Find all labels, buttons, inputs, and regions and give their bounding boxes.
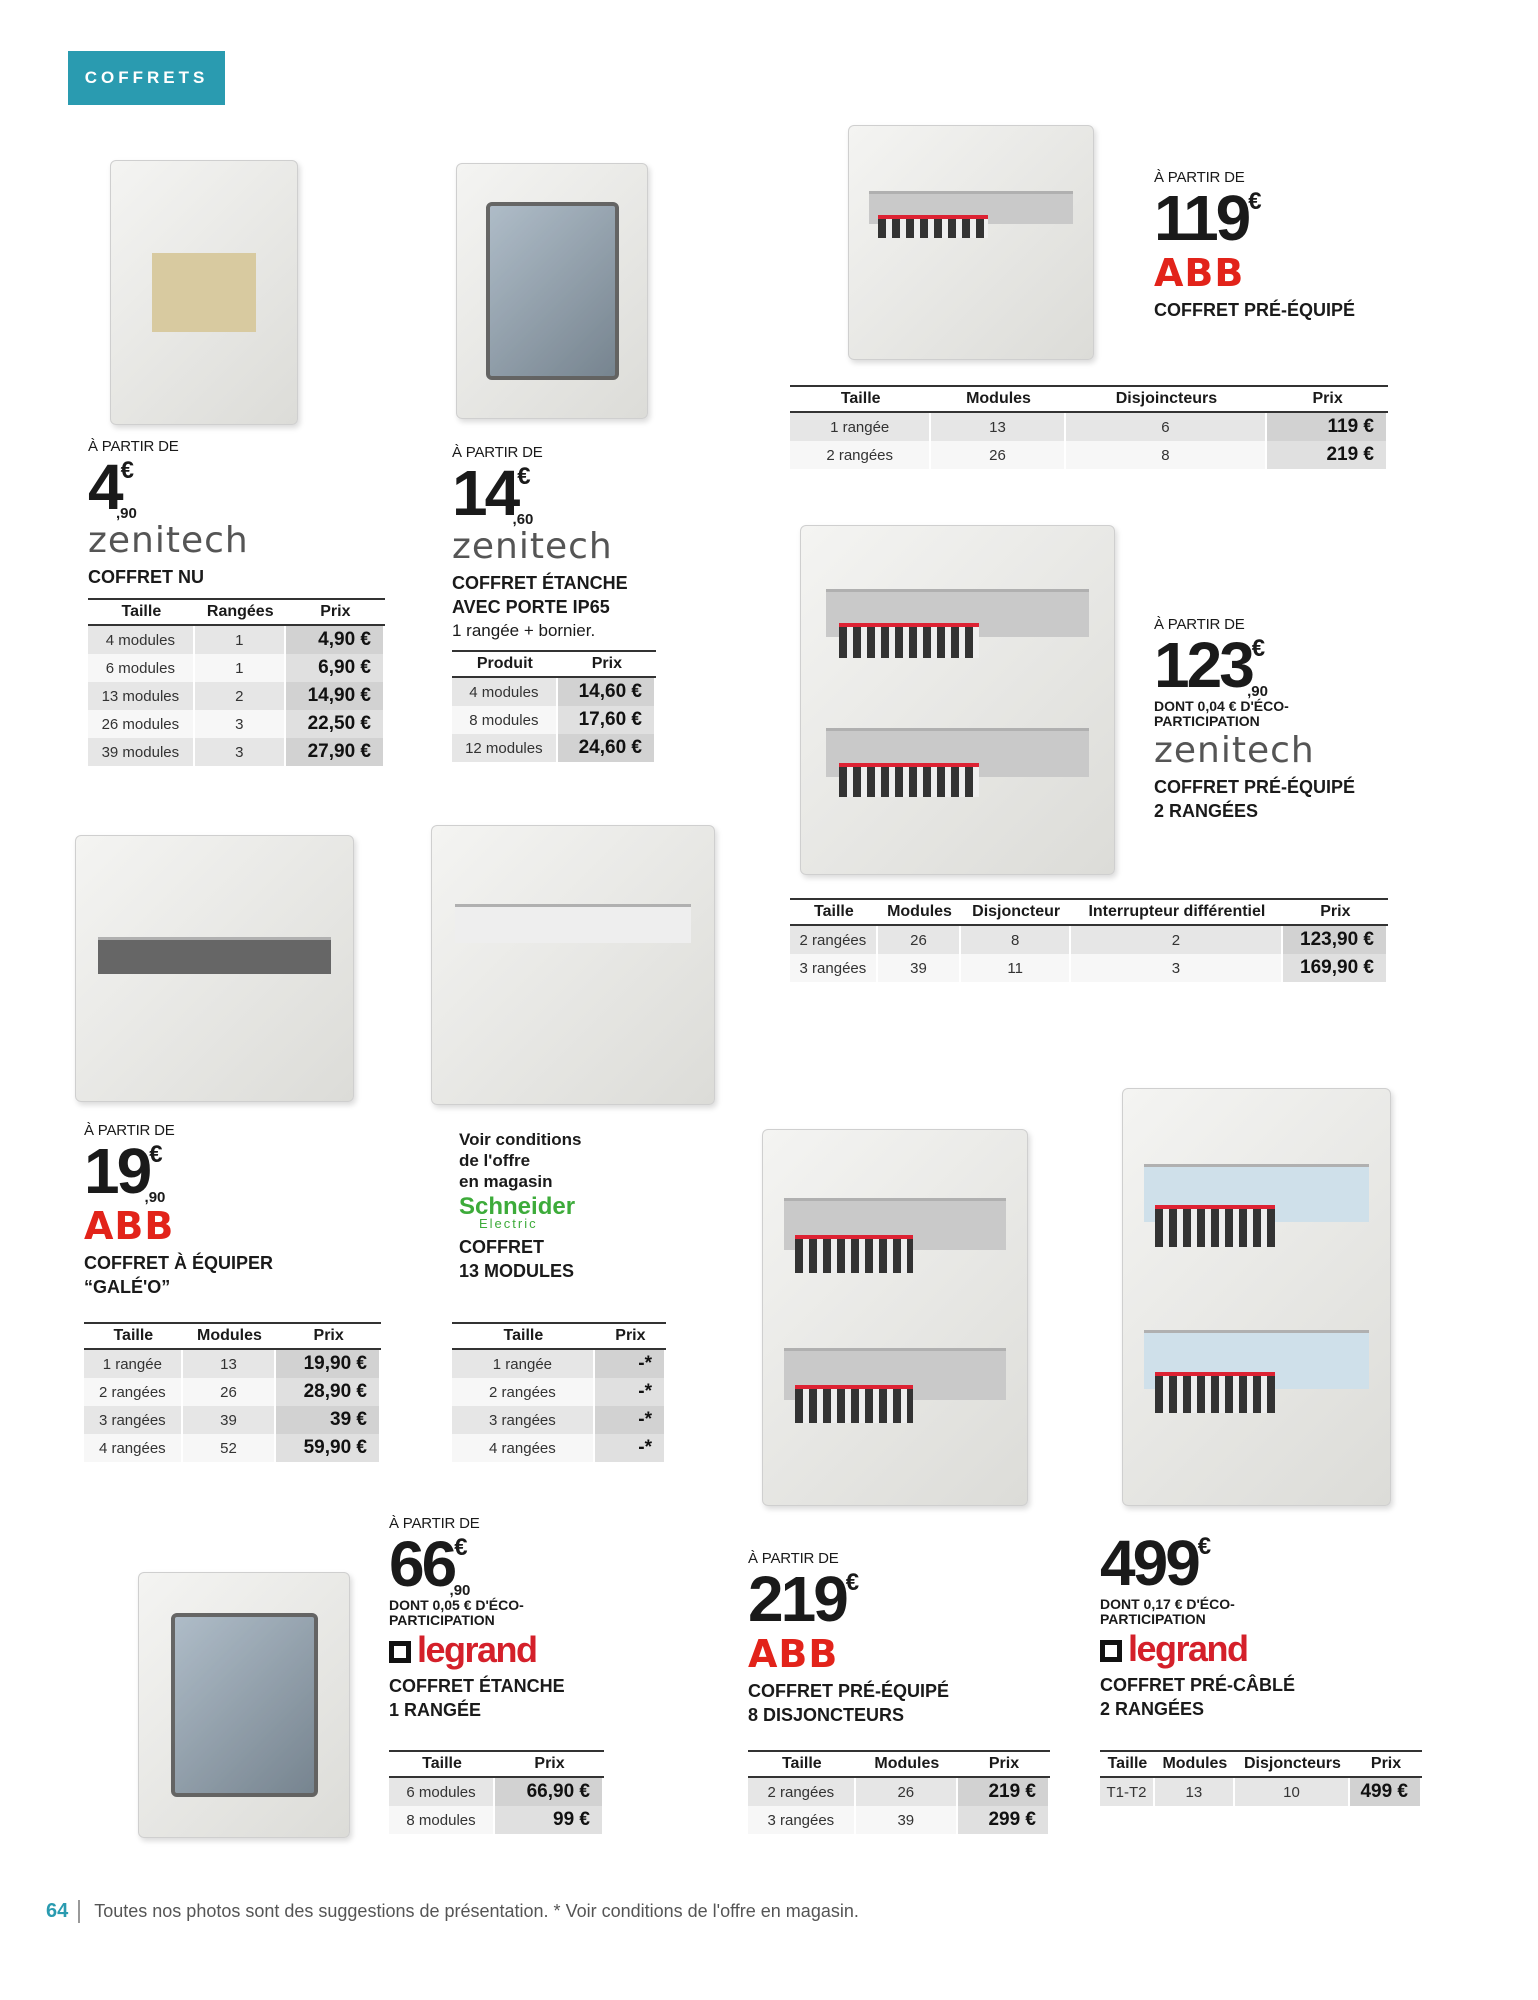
price-main: 219 [748, 1563, 846, 1635]
product-title [459, 1235, 581, 1283]
product-info [389, 1515, 565, 1722]
price-table [452, 650, 656, 762]
table-row [84, 1434, 381, 1462]
column-header: Modules [856, 1750, 958, 1778]
cabinet-opening [152, 253, 256, 332]
table-cell: 1 [195, 654, 286, 682]
price-cents: ,90 [144, 1189, 166, 1206]
table-row [88, 738, 385, 766]
currency-symbol: € [149, 1141, 163, 1168]
table-row [452, 678, 656, 706]
price [748, 1563, 949, 1635]
table-row [389, 1806, 604, 1834]
product-subtitle: 1 rangée + bornier. [452, 621, 596, 640]
currency-symbol: € [1197, 1533, 1212, 1560]
price [1100, 1527, 1295, 1599]
from-label: À PARTIR DE [389, 1515, 480, 1532]
table-cell: 6 modules [88, 654, 195, 682]
table-cell: 13 [931, 413, 1065, 441]
price-table [790, 898, 1388, 982]
footer-disclaimer: Toutes nos photos sont des suggestions de présentation. * Voir conditions de l'offre en magasin. [94, 1901, 859, 1921]
table-cell: 8 [1066, 441, 1268, 469]
column-header: Taille [88, 598, 195, 626]
price-main: 123 [1154, 629, 1252, 701]
table-cell: 11 [961, 954, 1071, 982]
currency-symbol: € [845, 1569, 860, 1596]
brand-name: ABB [84, 1204, 175, 1248]
table-row [84, 1378, 381, 1406]
table-cell: 26 [183, 1378, 277, 1406]
table-header-row [452, 1322, 666, 1350]
price [84, 1135, 273, 1207]
table-cell: 6 modules [389, 1778, 495, 1806]
price-table [389, 1750, 604, 1834]
eco-line: PARTICIPATION [389, 1612, 495, 1628]
note-line: de l'offre [459, 1151, 531, 1170]
eco-line: DONT 0,05 € D'ÉCO- [389, 1597, 524, 1613]
column-header: Disjoncteur [961, 898, 1071, 926]
table-cell: 26 modules [88, 710, 195, 738]
title-line: “GALÉ'O” [84, 1277, 171, 1297]
price [1154, 182, 1355, 254]
column-header: Taille [790, 898, 878, 926]
brand-name: legrand [1128, 1628, 1248, 1669]
column-header: Modules [878, 898, 961, 926]
table-header-row [790, 385, 1388, 413]
table-row [88, 682, 385, 710]
from-label: À PARTIR DE [452, 444, 543, 461]
price-cell: 19,90 € [276, 1350, 381, 1378]
table-cell: 2 rangées [790, 926, 878, 954]
table-row [452, 734, 656, 762]
cover-strip [455, 904, 692, 943]
table-row [790, 926, 1388, 954]
table-cell: 3 [195, 710, 286, 738]
table-row [452, 706, 656, 734]
title-line: COFFRET PRÉ-ÉQUIPÉ [748, 1681, 950, 1701]
title-line: COFFRET [459, 1237, 544, 1258]
title-line: COFFRET À ÉQUIPER [84, 1253, 274, 1273]
table-cell: 2 rangées [84, 1378, 183, 1406]
from-label: À PARTIR DE [84, 1122, 175, 1139]
table-cell: 4 modules [452, 678, 558, 706]
column-header: Prix [286, 598, 385, 626]
column-header: Modules [1155, 1750, 1235, 1778]
price-table [88, 598, 385, 766]
product-image [110, 160, 298, 425]
price-cell: 299 € [958, 1806, 1050, 1834]
table-row [452, 1378, 666, 1406]
table-cell: 8 modules [452, 706, 558, 734]
price-main: 119 [1154, 182, 1249, 254]
eco-line: PARTICIPATION [1100, 1611, 1206, 1627]
brand-name: zenitech [1154, 730, 1315, 771]
title-line: COFFRET PRÉ-ÉQUIPÉ [1154, 777, 1356, 797]
table-cell: 39 [878, 954, 961, 982]
circuit-breakers [795, 1385, 914, 1423]
price-cents: ,90 [1247, 683, 1268, 700]
eco-line: PARTICIPATION [1154, 713, 1260, 729]
circuit-breakers [878, 215, 988, 238]
eco-line: DONT 0,04 € D'ÉCO- [1154, 698, 1289, 714]
table-cell: 39 modules [88, 738, 195, 766]
price-main: 4 [88, 451, 121, 523]
price-table [84, 1322, 381, 1462]
product-info [452, 444, 628, 641]
product-title [1154, 298, 1355, 322]
column-header: Interrupteur différentiel [1071, 898, 1283, 926]
table-row [389, 1778, 604, 1806]
brand-logo [748, 1632, 949, 1676]
table-cell: 13 [183, 1350, 277, 1378]
table-header-row [452, 650, 656, 678]
brand-logo [1154, 251, 1355, 295]
table-cell: 52 [183, 1434, 277, 1462]
table-cell: 26 [931, 441, 1065, 469]
price-main: 66 [389, 1528, 455, 1600]
brand-logo [459, 1193, 581, 1231]
circuit-breakers [1155, 1372, 1275, 1414]
table-header-row [88, 598, 385, 626]
table-cell: 2 [1071, 926, 1283, 954]
price [389, 1528, 565, 1600]
price-cell: 27,90 € [286, 738, 385, 766]
column-header: Prix [1283, 898, 1388, 926]
column-header: Prix [495, 1750, 604, 1778]
table-row [88, 626, 385, 654]
product-info [84, 1122, 273, 1299]
product-title [1100, 1673, 1295, 1721]
price-main: 19 [84, 1135, 150, 1207]
table-cell: 39 [183, 1406, 277, 1434]
price-cell: 17,60 € [558, 706, 656, 734]
column-header: Prix [1267, 385, 1388, 413]
din-rail [98, 937, 331, 974]
table-row [88, 710, 385, 738]
table-cell: 13 modules [88, 682, 195, 710]
table-row [452, 1434, 666, 1462]
table-cell: 10 [1235, 1778, 1350, 1806]
product-info [1100, 1527, 1295, 1721]
eco-participation [389, 1598, 565, 1628]
price-cell: -* [595, 1350, 666, 1378]
table-row [790, 441, 1388, 469]
product-image [431, 825, 715, 1105]
product-image [762, 1129, 1028, 1506]
title-line: COFFRET PRÉ-ÉQUIPÉ [1154, 300, 1356, 320]
product-info [1154, 616, 1355, 823]
title-line: COFFRET ÉTANCHE [452, 573, 628, 593]
product-image [75, 835, 354, 1102]
table-cell: 26 [856, 1778, 958, 1806]
column-header: Disjoincteurs [1066, 385, 1268, 413]
from-label: À PARTIR DE [88, 438, 179, 455]
brand-sub: Electric [479, 1215, 538, 1231]
price-cell: 66,90 € [495, 1778, 604, 1806]
table-cell: 2 rangées [452, 1378, 595, 1406]
from-label: À PARTIR DE [1154, 169, 1245, 186]
price-main: 14 [452, 457, 518, 529]
product-info [459, 1129, 581, 1283]
price-table [452, 1322, 666, 1462]
title-line: COFFRET NU [88, 567, 204, 587]
brand-logo [84, 1204, 273, 1248]
table-cell: 1 rangée [84, 1350, 183, 1378]
page-number: 64 [46, 1900, 80, 1923]
product-info [1154, 169, 1355, 322]
legrand-mark-icon [389, 1641, 411, 1663]
product-info [88, 438, 249, 589]
price-cell: 28,90 € [276, 1378, 381, 1406]
brand-logo [88, 520, 249, 561]
price-cell: -* [595, 1406, 666, 1434]
table-row [452, 1406, 666, 1434]
price-cell: 39 € [276, 1406, 381, 1434]
price-cell: 499 € [1350, 1778, 1422, 1806]
column-header: Prix [1350, 1750, 1422, 1778]
currency-symbol: € [1248, 188, 1262, 215]
column-header: Prix [958, 1750, 1050, 1778]
title-line: AVEC PORTE IP65 [452, 597, 610, 617]
price-table [748, 1750, 1050, 1834]
price-table [790, 385, 1388, 469]
table-cell: 8 [961, 926, 1071, 954]
table-cell: 4 modules [88, 626, 195, 654]
price [452, 457, 628, 529]
circuit-breakers [1155, 1205, 1275, 1247]
price-cell: 24,60 € [558, 734, 656, 762]
column-header: Modules [931, 385, 1065, 413]
table-cell: 4 rangées [452, 1434, 595, 1462]
brand-name: zenitech [452, 526, 613, 567]
product-image [138, 1572, 350, 1838]
price-main: 499 [1100, 1527, 1198, 1599]
price-cell: 219 € [958, 1778, 1050, 1806]
note-line: en magasin [459, 1172, 553, 1191]
product-title [452, 571, 628, 619]
price-cell: 99 € [495, 1806, 604, 1834]
price-cell: 14,60 € [558, 678, 656, 706]
table-cell: 6 [1066, 413, 1268, 441]
brand-logo [1154, 730, 1355, 771]
brand-logo [389, 1629, 565, 1670]
currency-symbol: € [517, 463, 531, 490]
title-line: 2 RANGÉES [1100, 1699, 1205, 1719]
column-header: Taille [452, 1322, 595, 1350]
footer [46, 1900, 859, 1923]
eco-participation [1154, 699, 1355, 729]
table-cell: 2 [195, 682, 286, 710]
note-line: Voir conditions [459, 1130, 582, 1149]
brand-logo [1100, 1628, 1295, 1669]
column-header: Taille [790, 385, 931, 413]
price-cell: 4,90 € [286, 626, 385, 654]
price-cell: 14,90 € [286, 682, 385, 710]
price [88, 451, 249, 523]
from-label: À PARTIR DE [748, 1550, 839, 1567]
table-cell: 3 rangées [790, 954, 878, 982]
price-cell: 59,90 € [276, 1434, 381, 1462]
price-table [1100, 1750, 1422, 1806]
table-row [452, 1350, 666, 1378]
table-row [88, 654, 385, 682]
table-cell: 8 modules [389, 1806, 495, 1834]
title-line: 8 DISJONCTEURS [748, 1705, 905, 1725]
table-cell: 3 rangées [748, 1806, 856, 1834]
price-cell: 6,90 € [286, 654, 385, 682]
title-line: 2 RANGÉES [1154, 801, 1259, 821]
table-cell: 1 rangée [452, 1350, 595, 1378]
product-title [389, 1674, 565, 1722]
table-header-row [790, 898, 1388, 926]
table-header-row [748, 1750, 1050, 1778]
transparent-door [486, 202, 619, 380]
table-cell: 39 [856, 1806, 958, 1834]
product-image [1122, 1088, 1391, 1506]
circuit-breakers [839, 623, 980, 658]
product-info [748, 1550, 949, 1727]
product-title [88, 565, 249, 589]
product-title [1154, 775, 1355, 823]
table-header-row [389, 1750, 604, 1778]
table-cell: 2 rangées [790, 441, 931, 469]
brand-logo [452, 526, 628, 567]
table-row [84, 1406, 381, 1434]
column-header: Prix [595, 1322, 666, 1350]
column-header: Taille [389, 1750, 495, 1778]
column-header: Taille [1100, 1750, 1155, 1778]
eco-participation [1100, 1597, 1295, 1627]
brand-name: zenitech [88, 520, 249, 561]
price-cell: 123,90 € [1283, 926, 1388, 954]
title-line: 13 MODULES [459, 1261, 575, 1282]
price-cell: 219 € [1267, 441, 1388, 469]
column-header: Modules [183, 1322, 277, 1350]
table-cell: 3 [1071, 954, 1283, 982]
price [1154, 629, 1355, 701]
title-line: COFFRET PRÉ-CÂBLÉ [1100, 1675, 1295, 1695]
eco-line: DONT 0,17 € D'ÉCO- [1100, 1596, 1235, 1612]
table-cell: 3 [195, 738, 286, 766]
table-cell: 2 rangées [748, 1778, 856, 1806]
legrand-mark-icon [1100, 1640, 1122, 1662]
product-title [748, 1679, 949, 1727]
table-cell: T1-T2 [1100, 1778, 1155, 1806]
brand-name: Schneider [459, 1193, 576, 1220]
column-header: Taille [84, 1322, 183, 1350]
table-row [790, 413, 1388, 441]
currency-symbol: € [120, 457, 134, 484]
table-cell: 13 [1155, 1778, 1235, 1806]
product-image [456, 163, 648, 419]
table-row [748, 1806, 1050, 1834]
table-header-row [84, 1322, 381, 1350]
currency-symbol: € [454, 1534, 468, 1561]
brand-name: legrand [417, 1629, 537, 1670]
table-cell: 3 rangées [452, 1406, 595, 1434]
price-cell: 169,90 € [1283, 954, 1388, 982]
table-cell: 26 [878, 926, 961, 954]
column-header: Produit [452, 650, 558, 678]
product-title [84, 1251, 273, 1299]
offer-note [459, 1129, 581, 1192]
column-header: Disjoncteurs [1235, 1750, 1350, 1778]
brand-name: ABB [1154, 251, 1245, 295]
currency-symbol: € [1251, 635, 1266, 662]
title-line: COFFRET ÉTANCHE [389, 1676, 565, 1696]
price-cell: 22,50 € [286, 710, 385, 738]
product-image [848, 125, 1094, 360]
table-header-row [1100, 1750, 1422, 1778]
section-tag: COFFRETS [68, 51, 225, 105]
table-cell: 3 rangées [84, 1406, 183, 1434]
title-line: 1 RANGÉE [389, 1700, 482, 1720]
price-cell: 119 € [1267, 413, 1388, 441]
price-cents: ,60 [512, 511, 534, 528]
circuit-breakers [795, 1235, 914, 1273]
price-cents: ,90 [449, 1582, 471, 1599]
table-cell: 12 modules [452, 734, 558, 762]
product-image [800, 525, 1115, 875]
brand-name: ABB [748, 1632, 839, 1676]
price-cents: ,90 [115, 505, 137, 522]
table-cell: 1 [195, 626, 286, 654]
circuit-breakers [839, 763, 980, 798]
table-cell: 1 rangée [790, 413, 931, 441]
price-cell: -* [595, 1378, 666, 1406]
column-header: Taille [748, 1750, 856, 1778]
table-row [748, 1778, 1050, 1806]
from-label: À PARTIR DE [1154, 616, 1245, 633]
column-header: Prix [558, 650, 656, 678]
column-header: Rangées [195, 598, 286, 626]
table-row [1100, 1778, 1422, 1806]
table-row [84, 1350, 381, 1378]
table-row [790, 954, 1388, 982]
column-header: Prix [276, 1322, 381, 1350]
table-cell: 4 rangées [84, 1434, 183, 1462]
price-cell: -* [595, 1434, 666, 1462]
transparent-door [171, 1613, 318, 1798]
